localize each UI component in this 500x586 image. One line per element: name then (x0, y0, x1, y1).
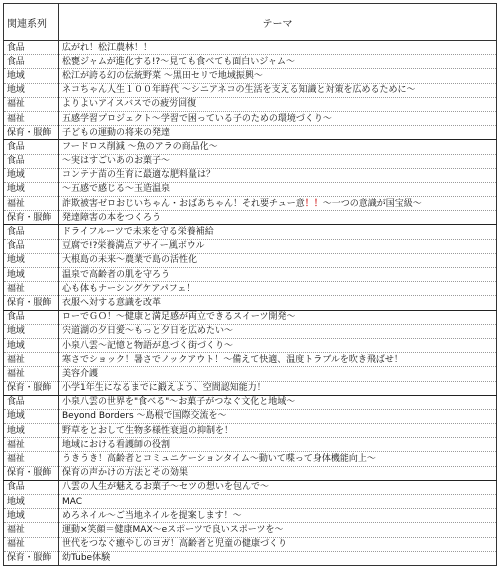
table-row (4, 480, 497, 494)
table-row (4, 140, 497, 154)
table-row (4, 551, 497, 565)
theme-cell: 小泉八雲〜記憶と物語が息づく街づくり〜 (59, 338, 497, 352)
theme-cell: 温泉で高齢者の肌を守ろう (59, 268, 497, 282)
table-row (4, 69, 497, 83)
theme-cell: 幼Tube体験 (59, 551, 497, 565)
category-cell: 保育・服飾 (4, 211, 59, 225)
table-row (4, 168, 497, 182)
category-cell: 福祉 (4, 282, 59, 296)
theme-cell: 〜五感で感じる〜玉造温泉 (59, 182, 497, 196)
table-body (4, 41, 497, 566)
theme-cell: めろネイル〜ご当地ネイルを提案します！〜 (59, 509, 497, 523)
category-cell: 地域 (4, 409, 59, 423)
category-cell: 地域 (4, 83, 59, 97)
category-cell: 地域 (4, 338, 59, 352)
category-cell: 地域 (4, 182, 59, 196)
theme-cell: 世代をつなぐ癒やしのヨガ！高齢者と児童の健康づくり (59, 537, 497, 551)
column-header-category: 関連系列 (4, 4, 59, 41)
theme-text: 詐欺被害ゼロおじいちゃん・おばあちゃん！それ要チュー意 (62, 198, 305, 209)
theme-cell: 五感学習プロジェクト〜学習で困っている子のための環境づくり〜 (59, 111, 497, 125)
theme-cell (59, 197, 497, 211)
table-row (4, 367, 497, 381)
table-row (4, 154, 497, 168)
theme-cell: 小学1年生になるまでに鍛えよう、空間認知能力！ (59, 381, 497, 395)
theme-cell: よりよいアイスバスでの疲労回復 (59, 97, 497, 111)
table-row (4, 111, 497, 125)
table-row (4, 296, 497, 310)
theme-cell: 松江が誇る幻の伝統野菜 〜黒田セリで地域振興〜 (59, 69, 497, 83)
table-row (4, 438, 497, 452)
theme-list-sheet (3, 3, 496, 566)
category-cell: 福祉 (4, 537, 59, 551)
category-cell: 保育・服飾 (4, 466, 59, 480)
table-row (4, 253, 497, 267)
category-cell: 福祉 (4, 367, 59, 381)
theme-cell: Beyond Borders 〜島根で国際交流を〜 (59, 409, 497, 423)
theme-text-continued: 〜一つの意識が国宝級〜 (322, 198, 422, 209)
theme-cell: 宍道湖の夕日愛〜もっと夕日を広めたい〜 (59, 324, 497, 338)
category-cell: 地域 (4, 509, 59, 523)
theme-cell: 心も体もナーシングケアパフェ！ (59, 282, 497, 296)
category-cell: 地域 (4, 168, 59, 182)
category-cell: 食品 (4, 154, 59, 168)
theme-cell: MAC (59, 495, 497, 509)
exclamation-emphasis: ！！ (304, 198, 323, 209)
category-cell: 福祉 (4, 452, 59, 466)
category-cell: 保育・服飾 (4, 381, 59, 395)
category-cell: 福祉 (4, 197, 59, 211)
category-cell: 食品 (4, 310, 59, 324)
table-row (4, 338, 497, 352)
theme-cell: 衣服へ対する意識を改革 (59, 296, 497, 310)
category-cell: 食品 (4, 41, 59, 55)
category-cell: 福祉 (4, 438, 59, 452)
category-cell: 食品 (4, 239, 59, 253)
category-cell: 食品 (4, 140, 59, 154)
category-cell: 福祉 (4, 353, 59, 367)
theme-cell: 寒さでショック！暑さでノックアウト！〜備えて快適、温度トラブルを吹き飛ばせ！ (59, 353, 497, 367)
theme-cell: 大根島の未来〜農業で島の活性化 (59, 253, 497, 267)
table-row (4, 324, 497, 338)
category-cell: 地域 (4, 424, 59, 438)
table-row (4, 41, 497, 55)
table-row (4, 537, 497, 551)
theme-table (3, 3, 497, 566)
theme-cell: 保育の声かけの方法とその効果 (59, 466, 497, 480)
table-row (4, 523, 497, 537)
theme-cell: 小泉八雲の世界を"食べる"〜お菓子がつなぐ文化と地域〜 (59, 395, 497, 409)
header-row (4, 4, 497, 41)
category-cell: 地域 (4, 324, 59, 338)
theme-cell: うきうき！高齢者とコミュニケーションタイム〜動いて喋って身体機能向上〜 (59, 452, 497, 466)
category-cell: 地域 (4, 268, 59, 282)
table-row (4, 452, 497, 466)
category-cell: 地域 (4, 69, 59, 83)
category-cell: 保育・服飾 (4, 296, 59, 310)
theme-cell: 発達障害の本をつくろう (59, 211, 497, 225)
table-row (4, 310, 497, 324)
category-cell: 福祉 (4, 111, 59, 125)
table-row (4, 495, 497, 509)
category-cell: 福祉 (4, 523, 59, 537)
table-row (4, 225, 497, 239)
table-row (4, 268, 497, 282)
table-row (4, 126, 497, 140)
category-cell: 福祉 (4, 97, 59, 111)
theme-cell: 野草をとおして生物多様性衰退の抑制を！ (59, 424, 497, 438)
table-row (4, 466, 497, 480)
theme-cell: 運動×笑顔＝健康MAX〜eスポーツで良いスポーツを〜 (59, 523, 497, 537)
category-cell: 食品 (4, 55, 59, 69)
category-cell: 食品 (4, 395, 59, 409)
category-cell: 保育・服飾 (4, 126, 59, 140)
table-row (4, 282, 497, 296)
theme-cell: 広がれ！松江農林！！ (59, 41, 497, 55)
theme-cell: 松甕ジャムが進化する!?〜見ても食べても面白いジャム〜 (59, 55, 497, 69)
table-row (4, 182, 497, 196)
table-row (4, 353, 497, 367)
theme-cell: ネコちゃん人生１００年時代 〜シニアネコの生活を支える知識と対策を広めるために〜 (59, 83, 497, 97)
theme-cell: ローでＧＯ！〜健康と満足感が両立できるスイーツ開発〜 (59, 310, 497, 324)
table-row (4, 197, 497, 211)
category-cell: 食品 (4, 480, 59, 494)
theme-cell: フードロス削減 〜魚のアラの商品化〜 (59, 140, 497, 154)
table-row (4, 409, 497, 423)
theme-cell: 子どもの運動の将来の発達 (59, 126, 497, 140)
table-row (4, 381, 497, 395)
theme-cell: 豆腐で!?栄養満点アサイー風ボウル (59, 239, 497, 253)
theme-cell: コンテナ苗の生育に最適な肥料量は？ (59, 168, 497, 182)
theme-cell: 八雲の人生が魅えるお菓子〜セツの想いを包んで〜 (59, 480, 497, 494)
category-cell: 地域 (4, 253, 59, 267)
table-row (4, 395, 497, 409)
theme-cell: 地域における看護師の役割 (59, 438, 497, 452)
theme-cell: ドライフルーツで未来を守る栄養補給 (59, 225, 497, 239)
theme-cell: 美容介護 (59, 367, 497, 381)
table-row (4, 211, 497, 225)
category-cell: 食品 (4, 225, 59, 239)
table-row (4, 97, 497, 111)
category-cell: 地域 (4, 495, 59, 509)
category-cell: 保育・服飾 (4, 551, 59, 565)
table-row (4, 424, 497, 438)
table-row (4, 509, 497, 523)
column-header-theme: テーマ (59, 4, 497, 41)
table-row (4, 239, 497, 253)
table-row (4, 55, 497, 69)
theme-cell: 〜実はすごいあのお菓子〜 (59, 154, 497, 168)
table-row (4, 83, 497, 97)
